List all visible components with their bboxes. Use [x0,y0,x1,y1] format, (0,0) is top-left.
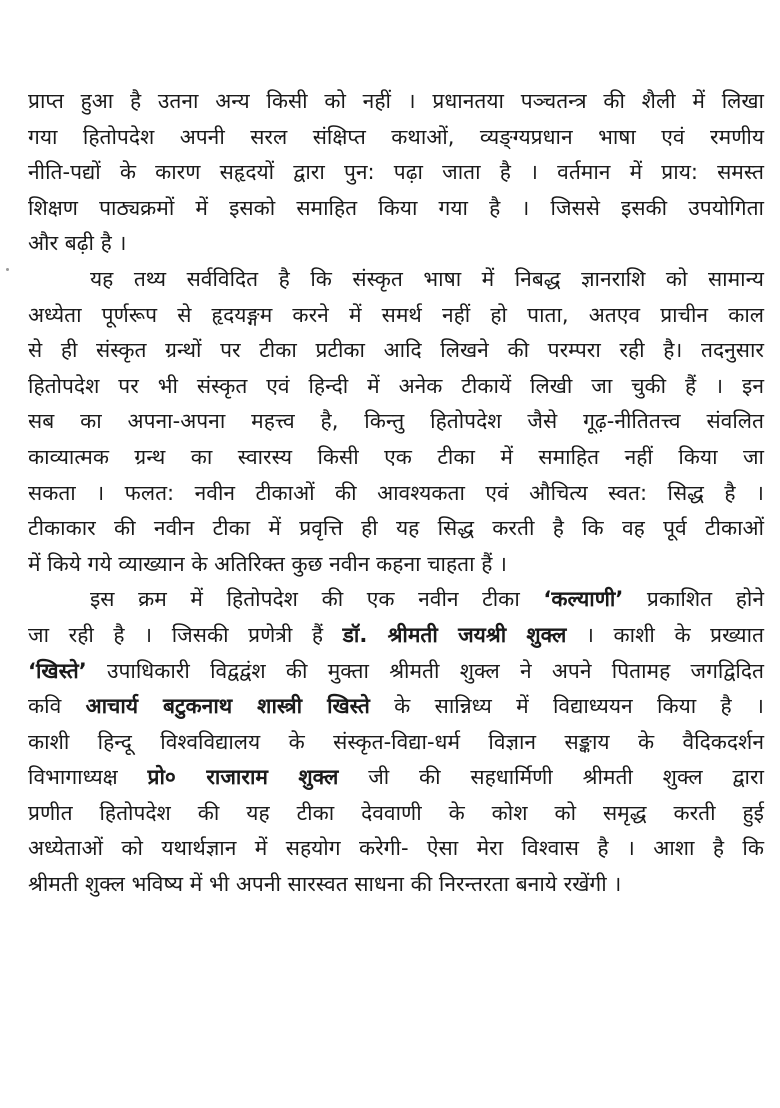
paragraph [28,84,764,262]
text-segment: काव्यात्मक ग्रन्थ का स्वारस्य किसी एक टीका में समाहित नहीं किया जा [28,444,764,469]
text-line [28,796,764,832]
text-line [28,725,764,761]
text-segment: हितोपदेश पर भी संस्कृत एवं हिन्दी में अनेक टीकायें लिखी जा चुकी हैं । इन [28,373,764,398]
text-segment: अध्येताओं को यथार्थज्ञान में सहयोग करेगी- ऐसा मेरा विश्वास है । आशा है कि [28,836,764,861]
paragraph [28,582,764,902]
text-line [28,689,764,725]
text-line [28,333,764,369]
text-segment: प्रणीत हितोपदेश की यह टीका देववाणी के कोश को समृद्ध करती हुई [28,800,764,825]
text-segment: विभागाध्यक्ष [28,765,148,790]
text-line [28,867,764,903]
text-segment: गया हितोपदेश अपनी सरल संक्षिप्त कथाओं, व्यङ्ग्यप्रधान भाषा एवं रमणीय [28,124,764,149]
text-line [28,440,764,476]
text-line [28,404,764,440]
text-line [28,831,764,867]
text-line [28,226,764,262]
text-segment: इस क्रम में हितोपदेश की एक नवीन टीका [90,587,544,612]
text-segment: टीकाकार की नवीन टीका में प्रवृत्ति ही यह सिद्ध करती है कि वह पूर्व टीकाओं [28,516,764,541]
text-line [28,298,764,334]
document-page [28,84,764,903]
text-line [28,511,764,547]
bold-text: ‘कल्याणी’ [543,587,624,612]
text-segment: प्राप्त हुआ है उतना अन्य किसी को नहीं । प्रधानतया पञ्चतन्त्र की शैली में लिखा [28,89,764,113]
text-line [28,120,764,156]
text-segment: श्रीमती शुक्ल भविष्य में भी अपनी सारस्वत साधना की निरन्तरता बनाये रखेंगी । [28,872,622,897]
text-line [28,582,764,618]
text-segment: काशी हिन्दू विश्वविद्यालय के संस्कृत-विद्या-धर्म विज्ञान सङ्काय के वैदिकदर्शन [28,729,764,754]
text-line [28,191,764,227]
bold-text: डॉ. श्रीमती जयश्री शुक्ल [342,622,567,647]
text-segment: और बढ़ी है । [28,231,127,256]
text-line [28,618,764,654]
bold-text: ‘खिस्ते’ [28,658,87,683]
text-line [28,547,764,583]
text-segment: सब का अपना-अपना महत्त्व है, किन्तु हितोपदेश जैसे गूढ़-नीतितत्त्व संवलित [28,409,764,434]
text-segment: में किये गये व्याख्यान के अतिरिक्त कुछ नवीन कहना चाहता हैं । [28,551,508,576]
text-segment: उपाधिकारी विद्वद्वंश की मुक्ता श्रीमती शुक्ल ने अपने पितामह जगद्विदित [86,658,764,683]
text-segment: । काशी के प्रख्यात [566,622,765,647]
text-line [28,84,764,120]
text-segment: के सान्निध्य में विद्याध्ययन किया है । [369,694,764,719]
text-line [28,262,764,298]
paragraph [28,262,764,582]
text-line [28,476,764,512]
text-segment: शिक्षण पाठ्यक्रमों में इसको समाहित किया गया है । जिससे इसकी उपयोगिता [28,195,764,220]
text-segment: जी की सहधार्मिणी श्रीमती शुक्ल द्वारा [338,765,764,790]
text-line [28,760,764,796]
text-segment: प्रकाशित होने [623,587,764,612]
text-segment: से ही संस्कृत ग्रन्थों पर टीका प्रटीका आदि लिखने की परम्परा रही है। तदनुसार [28,338,764,363]
text-segment: जा रही है । जिसकी प्रणेत्री हैं [28,622,343,647]
text-segment: सकता । फलत: नवीन टीकाओं की आवश्यकता एवं औचित्य स्वत: सिद्ध है । [28,480,764,505]
scan-speck [6,268,9,271]
bold-text: प्रो० राजाराम शुक्ल [147,765,339,790]
text-segment: कवि [28,694,86,719]
text-segment: नीति-पद्यों के कारण सहृदयों द्वारा पुन: पढ़ा जाता है । वर्तमान में प्राय: समस्त [28,160,764,185]
text-segment: यह तथ्य सर्वविदित है कि संस्कृत भाषा में निबद्ध ज्ञानराशि को सामान्य [90,266,764,291]
bold-text: आचार्य बटुकनाथ शास्त्री खिस्ते [85,694,370,719]
text-segment: अध्येता पूर्णरूप से हृदयङ्गम करने में समर्थ नहीं हो पाता, अतएव प्राचीन काल [28,302,764,327]
text-line [28,155,764,191]
text-line [28,654,764,690]
text-line [28,369,764,405]
